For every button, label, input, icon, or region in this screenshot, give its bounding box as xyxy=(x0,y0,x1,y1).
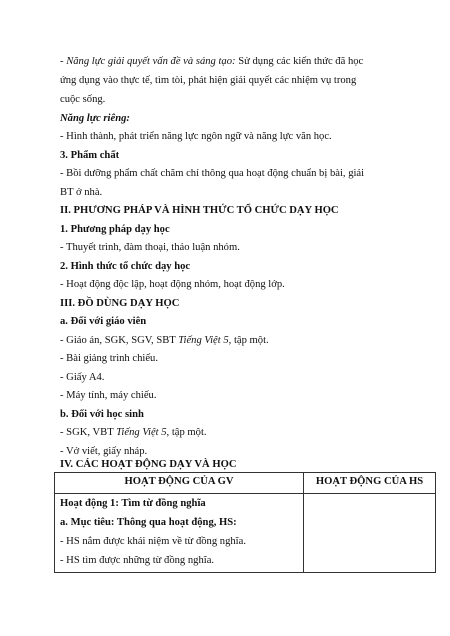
section-iv-heading: IV. CÁC HOẠT ĐỘNG DẠY VÀ HỌC xyxy=(60,459,237,470)
student-material-suffix: , tập một. xyxy=(166,427,207,438)
activity-objective: a. Mục tiêu: Thông qua hoạt động, HS: xyxy=(60,517,237,528)
student-materials-heading: b. Đối với học sinh xyxy=(60,409,144,420)
teacher-materials-heading: a. Đối với giáo viên xyxy=(60,316,147,327)
forms-text: - Hoạt động độc lập, hoạt động nhóm, hoạt động lớp. xyxy=(60,279,285,290)
qualities-line-1: - Bồi dưỡng phẩm chất chăm chỉ thông qua hoạt động chuẩn bị bài, giải xyxy=(60,168,365,179)
teacher-material-suffix: , tập một. xyxy=(228,335,269,346)
book-title-italic: Tiếng Việt 5 xyxy=(116,427,167,438)
student-material-2: - Vở viết, giấy nháp. xyxy=(60,446,148,457)
competence-title-italic: Năng lực giải quyết vấn đề và sáng tạo: xyxy=(66,56,236,67)
student-material-1 xyxy=(60,426,207,439)
activities-table xyxy=(54,472,436,573)
specific-competence-heading: Năng lực riêng: xyxy=(60,113,130,124)
methods-heading: 1. Phương pháp dạy học xyxy=(60,224,170,235)
list-item: - HS tìm được những từ đồng nghĩa. xyxy=(60,555,215,566)
teacher-activity-header: HOẠT ĐỘNG CỦA GV xyxy=(55,473,304,494)
student-activity-cell xyxy=(304,494,436,573)
competence-line-2: ứng dụng vào thực tế, tìm tòi, phát hiện giải quyết các nhiệm vụ trong xyxy=(60,75,357,86)
teacher-activity-cell xyxy=(55,494,304,573)
student-activity-header: HOẠT ĐỘNG CỦA HS xyxy=(304,473,436,494)
activity-title: Hoạt động 1: Tìm từ đồng nghĩa xyxy=(60,498,206,509)
teacher-material-1 xyxy=(60,334,269,347)
teacher-material-3: - Giấy A4. xyxy=(60,372,105,383)
table-row xyxy=(55,494,436,573)
qualities-heading: 3. Phẩm chất xyxy=(60,150,120,161)
dash-prefix: - xyxy=(60,56,67,67)
section-iii-heading: III. ĐỒ DÙNG DẠY HỌC xyxy=(60,298,180,309)
section-ii-heading: II. PHƯƠNG PHÁP VÀ HÌNH THỨC TỔ CHỨC DẠY HỌC xyxy=(60,205,339,216)
competence-line-3: cuộc sống. xyxy=(60,94,106,105)
student-material-text: - SGK, VBT xyxy=(60,427,117,438)
teacher-material-text: - Giáo án, SGK, SGV, SBT xyxy=(60,335,179,346)
methods-text: - Thuyết trình, đàm thoại, thảo luận nhóm. xyxy=(60,242,240,253)
qualities-line-2: BT ở nhà. xyxy=(60,187,103,198)
table-header-row xyxy=(55,473,436,494)
forms-heading: 2. Hình thức tổ chức dạy học xyxy=(60,261,191,272)
specific-competence-text: - Hình thành, phát triển năng lực ngôn ngữ và năng lực văn học. xyxy=(60,131,332,142)
book-title-italic: Tiếng Việt 5 xyxy=(178,335,229,346)
teacher-material-2: - Bài giảng trình chiếu. xyxy=(60,353,158,364)
competence-text: Sử dụng các kiến thức đã học xyxy=(235,56,364,67)
list-item: - HS nắm được khái niệm về từ đồng nghĩa. xyxy=(60,536,246,547)
teacher-material-4: - Máy tính, máy chiếu. xyxy=(60,390,157,401)
competence-line-1 xyxy=(60,55,363,68)
